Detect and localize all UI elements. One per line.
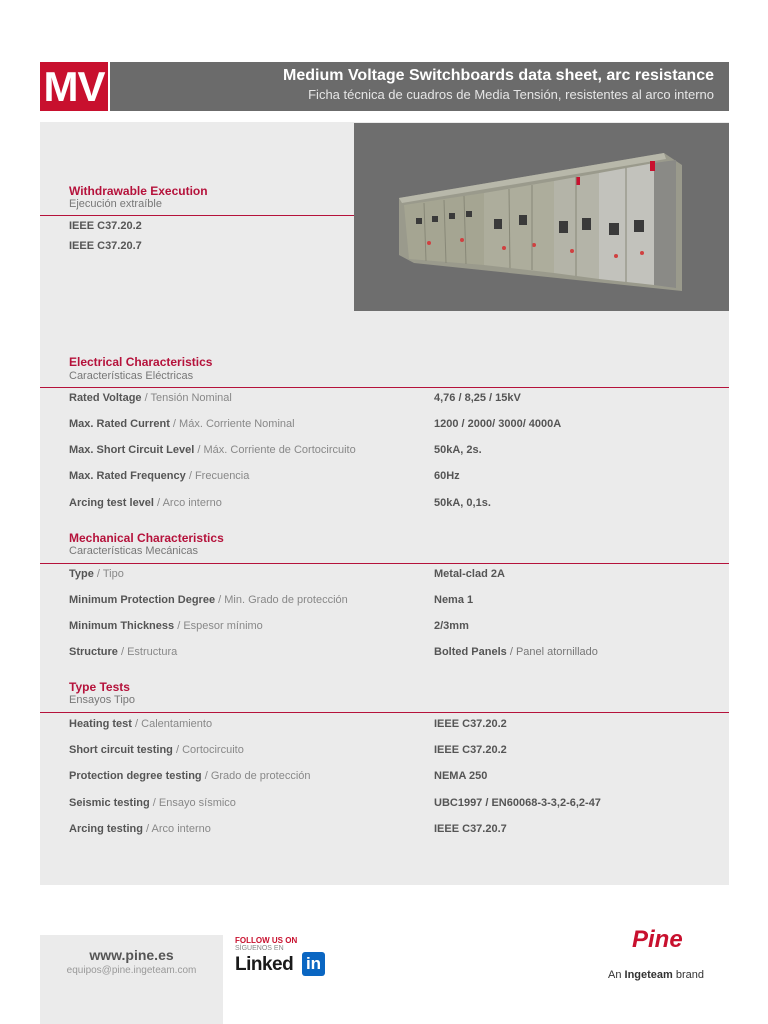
pine-logo: Pine <box>632 926 683 953</box>
spec-value: IEEE C37.20.7 <box>434 823 507 835</box>
execution-subtitle: Ejecución extraíble <box>69 198 162 210</box>
spec-label: Seismic testing / Ensayo sísmico <box>69 797 236 809</box>
siguenos-label: SÍGUENOS EN <box>235 945 284 952</box>
execution-title: Withdrawable Execution <box>69 184 208 198</box>
mechanical-subtitle: Características Mecánicas <box>69 545 198 557</box>
spec-value: UBC1997 / EN60068-3-3,2-6,2-47 <box>434 797 601 809</box>
execution-divider <box>40 215 354 216</box>
spec-label: Max. Rated Current / Máx. Corriente Nominal <box>69 418 295 430</box>
website-link[interactable]: www.pine.es <box>89 947 174 963</box>
spec-label: Heating test / Calentamiento <box>69 718 213 730</box>
spec-value: NEMA 250 <box>434 770 488 782</box>
spec-label: Minimum Thickness / Espesor mínimo <box>69 620 263 632</box>
tests-title: Type Tests <box>69 680 130 694</box>
tests-subtitle: Ensayos Tipo <box>69 694 136 706</box>
linkedin-logo-text[interactable]: Linked <box>235 954 294 975</box>
spec-label: Structure / Estructura <box>69 646 178 658</box>
standard-item: IEEE C37.20.2 <box>69 220 142 232</box>
spec-value: Nema 1 <box>434 594 474 606</box>
spec-value: IEEE C37.20.2 <box>434 718 507 730</box>
spec-value: IEEE C37.20.2 <box>434 744 507 756</box>
electrical-title: Electrical Characteristics <box>69 355 213 369</box>
mv-badge: MV <box>40 62 110 111</box>
spec-label: Arcing testing / Arco interno <box>69 823 211 835</box>
electrical-subtitle: Características Eléctricas <box>69 370 194 382</box>
page-title: Medium Voltage Switchboards data sheet, arc resistance <box>283 67 714 84</box>
spec-value: Metal-clad 2A <box>434 568 505 580</box>
standard-item: IEEE C37.20.7 <box>69 240 142 252</box>
switchgear-illustration <box>354 123 729 311</box>
spec-label: Type / Tipo <box>69 568 124 580</box>
spec-value: Bolted Panels / Panel atornillado <box>434 646 598 658</box>
spec-label: Max. Rated Frequency / Frecuencia <box>69 470 250 482</box>
spec-label: Minimum Protection Degree / Min. Grado de protección <box>69 594 348 606</box>
spec-value: 4,76 / 8,25 / 15kV <box>434 392 521 404</box>
mechanical-title: Mechanical Characteristics <box>69 531 224 545</box>
email-link[interactable]: equipos@pine.ingeteam.com <box>66 965 197 976</box>
ingeteam-brand: An Ingeteam brand <box>608 969 705 981</box>
spec-label: Max. Short Circuit Level / Máx. Corriente de Cortocircuito <box>69 444 356 456</box>
spec-value: 2/3mm <box>434 620 469 632</box>
linkedin-icon[interactable]: in <box>302 952 325 976</box>
spec-value: 1200 / 2000/ 3000/ 4000A <box>434 418 562 430</box>
tests-divider <box>40 712 729 713</box>
spec-label: Short circuit testing / Cortocircuito <box>69 744 244 756</box>
spec-label: Arcing test level / Arco interno <box>69 497 222 509</box>
spec-value: 50kA, 2s. <box>434 444 482 456</box>
spec-value: 50kA, 0,1s. <box>434 497 491 509</box>
page-subtitle: Ficha técnica de cuadros de Media Tensión, resistentes al arco interno <box>308 87 714 102</box>
spec-label: Rated Voltage / Tensión Nominal <box>69 392 232 404</box>
switchgear-photo <box>354 123 729 311</box>
spec-value: 60Hz <box>434 470 460 482</box>
spec-label: Protection degree testing / Grado de protección <box>69 770 311 782</box>
follow-us-label: FOLLOW US ON <box>235 936 298 945</box>
mechanical-divider <box>40 563 729 564</box>
electrical-divider <box>40 387 729 388</box>
